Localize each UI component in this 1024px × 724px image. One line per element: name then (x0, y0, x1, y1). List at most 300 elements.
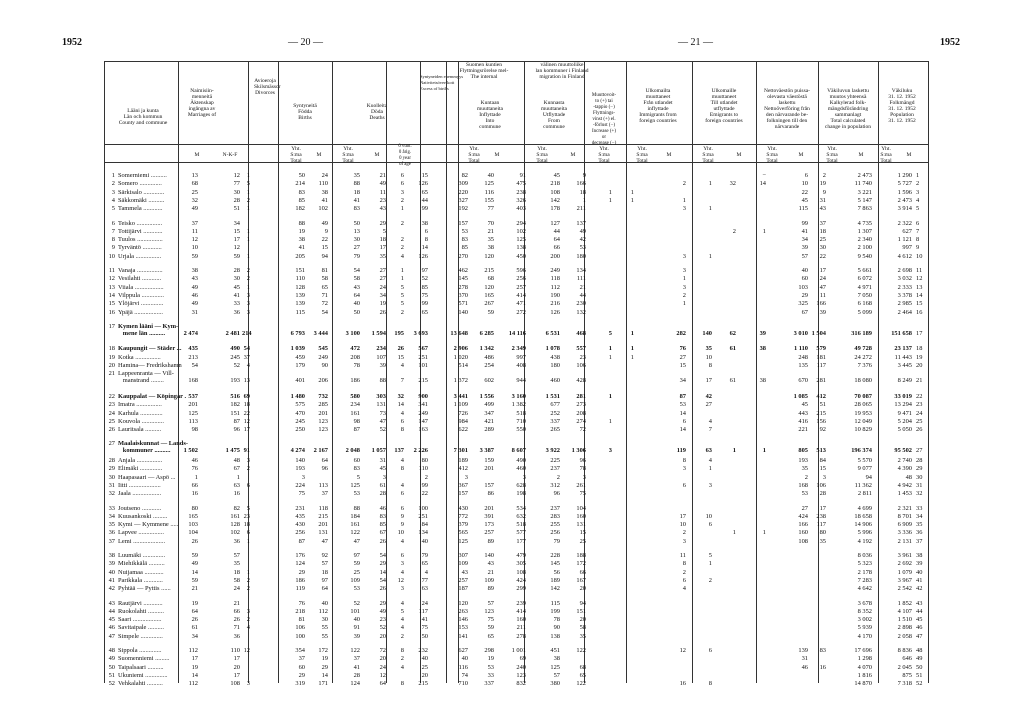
cell-value: 438 (550, 353, 560, 361)
cell-value: 128 (230, 521, 240, 529)
cell-value: 34 (379, 291, 386, 299)
cell-value: 122 (350, 529, 360, 537)
cell-value: 54 (191, 362, 198, 369)
cell-value: 189 (458, 457, 468, 464)
cell-value: 5 323 (857, 560, 872, 568)
cell-value: 180 (576, 252, 586, 260)
cell-value: 414 (516, 291, 526, 299)
cell-value: 214 (242, 329, 252, 337)
cell-value: 24 272 (854, 353, 872, 361)
cell-value: 146 (458, 616, 468, 624)
cell-value: 1 290 (897, 172, 912, 179)
cell-value: 151 658 (891, 329, 912, 337)
cell-value: 79 (353, 252, 360, 260)
row-number-right: 3 (916, 188, 920, 196)
cell-value: 13 (353, 227, 360, 235)
cell-value: 3 002 (857, 616, 872, 624)
cell-value: 379 (458, 521, 468, 529)
cell-value: 513 (816, 447, 826, 455)
cell-value: 2 811 (857, 490, 872, 498)
cell-value: 166 (816, 300, 826, 308)
cell-value: 248 (798, 353, 808, 361)
row-number: 3 (111, 188, 115, 196)
cell-value: 71 (321, 291, 328, 299)
cell-value: 5 (400, 283, 404, 291)
cell-value: 49 (579, 227, 586, 235)
cell-value: 35 (487, 236, 494, 244)
cell-value: 17 (679, 512, 686, 520)
cell-value: 50 (353, 219, 360, 227)
cell-value: 168 (798, 481, 808, 489)
row-number: 30 (108, 473, 115, 481)
cell-value: 160 (798, 529, 808, 537)
cell-value: 5 570 (857, 457, 872, 464)
cell-value: 17 (379, 244, 386, 252)
cell-value: 201 (484, 465, 494, 473)
cell-value: 6 909 (897, 521, 912, 529)
cell-value: 5 204 (897, 417, 912, 425)
cell-value: 20 (379, 632, 386, 640)
cell-value: 7 376 (857, 362, 872, 369)
cell-value: 23 (579, 353, 586, 361)
cell-value: 171 (318, 680, 328, 688)
cell-value: 3 922 (545, 447, 560, 455)
cell-value: 22 (801, 188, 808, 196)
cell-value: 228 (550, 552, 560, 559)
cell-value: 4 170 (857, 632, 872, 640)
cell-value: 997 (516, 353, 526, 361)
cell-value: 805 (798, 447, 808, 455)
cell-value: 110 (318, 180, 328, 188)
cell-value: 21 (487, 227, 494, 235)
row-number-right: 12 (916, 275, 923, 283)
cell-value: 19 (191, 663, 198, 671)
row-number-right: 2 (916, 180, 920, 188)
cell-value: 96 (321, 465, 328, 473)
cell-value: 96 (553, 490, 560, 498)
cell-value: 28 (353, 671, 360, 679)
row-number: 13 (108, 283, 115, 291)
cell-value: 1 (630, 196, 634, 204)
cell-value: 50 (353, 308, 360, 316)
cell-value: 44 (579, 291, 586, 299)
cell-value: 67 (379, 529, 386, 537)
cell-value: 38 (321, 188, 328, 196)
cell-value: 49 (321, 219, 328, 227)
cell-value: 254 (484, 362, 494, 369)
cell-value: 126 (418, 252, 428, 260)
cell-value: 3 693 (413, 329, 428, 337)
cell-value: 450 (516, 252, 526, 260)
cell-value: 8 (400, 426, 404, 434)
cell-value: 179 (295, 362, 305, 369)
cell-value: 2 (246, 616, 250, 624)
row-name: Maalaiskunnat — Lands- kommuner .......... (118, 440, 188, 455)
cell-value: 47 (819, 283, 826, 291)
cell-value: 1 (608, 345, 612, 353)
cell-value: 54 (243, 345, 250, 353)
cell-value: 193 (798, 457, 808, 464)
row-name: Karhula .............. (118, 409, 163, 417)
row-name: Tyrväntö ............ (118, 244, 162, 252)
cell-value: 13 294 (894, 401, 912, 409)
cell-value: 12 (243, 647, 250, 654)
row-name: Jaala .................. (118, 490, 162, 498)
cell-value: 100 (295, 632, 305, 640)
cell-value: 24 (819, 275, 826, 283)
cell-value: 7 301 (453, 447, 468, 455)
cell-value: 99 (421, 481, 428, 489)
sub-m-emi: M (736, 152, 742, 158)
cell-value: 112 (318, 607, 328, 615)
cell-value: 103 (798, 283, 808, 291)
row-name: Kymen lääni — Kym- mene län .......... (118, 322, 179, 337)
row-name: Suomenniemi ......... (118, 655, 170, 663)
cell-value: 22 (421, 490, 428, 498)
cell-value: 627 (902, 227, 912, 235)
cell-value: 1 (246, 236, 250, 244)
cell-value: 20 (379, 655, 386, 663)
row-name: Särkisalo ............. (118, 188, 165, 196)
cell-value: 5 (356, 473, 360, 481)
cell-value: 59 (191, 552, 198, 559)
cell-value: 60 (801, 275, 808, 283)
cell-value: 435 (188, 345, 198, 353)
row-number: 6 (111, 219, 115, 227)
row-name: Urjala ................ (118, 252, 162, 260)
cell-value: 97 (421, 267, 428, 274)
cell-value: 201 (484, 504, 494, 512)
cell-value: 30 (353, 236, 360, 244)
row-number-right: 51 (916, 671, 923, 679)
cell-value: 3 (464, 473, 468, 481)
cell-value: 34 (191, 632, 198, 640)
cell-value: 17 (233, 655, 240, 663)
cell-value: 123 (484, 607, 494, 615)
cell-value: 81 (298, 616, 305, 624)
cell-value: 27 (705, 401, 712, 409)
cell-value: 14 (679, 409, 686, 417)
cell-value: 3 (301, 473, 305, 481)
row-number-right: 18 (916, 345, 923, 353)
cell-value: 1 039 (290, 345, 305, 353)
cell-value: 49 (191, 300, 198, 308)
cell-value: 31 (191, 308, 198, 316)
cell-value: 35 (801, 465, 808, 473)
cell-value: 3 (582, 473, 586, 481)
cell-value: 165 (484, 291, 494, 299)
cell-value: 99 (421, 205, 428, 213)
cell-value: 117 (816, 362, 826, 369)
cell-value: 84 (421, 521, 428, 529)
cell-value: 3 (682, 465, 686, 473)
cell-value: 27 (379, 275, 386, 283)
cell-value: 91 (519, 172, 526, 179)
cell-value: 1 342 (479, 345, 494, 353)
row-number-right: 4 (916, 196, 920, 204)
cell-value: 15 (421, 172, 428, 179)
cell-value: 274 (576, 417, 586, 425)
cell-value: 2 321 (897, 504, 912, 512)
row-name: Ypäjä .................. (118, 308, 164, 316)
cell-value: 49 (379, 607, 386, 615)
cell-value: 108 (230, 680, 240, 688)
cell-value: 2 (804, 473, 808, 481)
cell-value: 4 699 (857, 504, 872, 512)
cell-value: 252 (550, 409, 560, 417)
cell-value: 31 (379, 457, 386, 464)
row-number-right: 9 (916, 244, 920, 252)
cell-value: 1 852 (897, 599, 912, 607)
header-outmigrants: Kunnasta muuttaneita Utflyttade From commune (541, 100, 567, 130)
cell-value: 10 (191, 244, 198, 252)
row-number-right: 49 (916, 655, 923, 663)
cell-value: 157 (458, 490, 468, 498)
cell-value: 414 (516, 607, 526, 615)
cell-value: 17 (243, 426, 250, 434)
sub-m-imm: M (666, 152, 672, 158)
cell-value: 68 (579, 663, 586, 671)
cell-value: 43 (379, 205, 386, 213)
cell-value: 4 (400, 252, 404, 260)
sub-total-out: Yht. S:ma Total (536, 146, 548, 164)
cell-value: 157 (458, 219, 468, 227)
row-number: 37 (108, 537, 115, 545)
row-number: 21 (108, 370, 115, 378)
cell-value: 11 (679, 552, 686, 559)
cell-value: 79 (553, 537, 560, 545)
cell-value: 99 (421, 300, 428, 308)
cell-value: 273 (576, 401, 586, 409)
cell-value: 218 (295, 607, 305, 615)
row-name: Haapasaari — Aspö ... (118, 473, 176, 481)
sub-total-calc: Yht. S:ma Total (766, 146, 778, 164)
cell-value: 14 (759, 180, 766, 188)
row-number: 17 (108, 322, 115, 330)
cell-value: 63 (421, 585, 428, 593)
row-number: 44 (108, 607, 115, 615)
cell-value: 579 (816, 345, 826, 353)
cell-value: 108 (516, 568, 526, 576)
row-name: Ruokolahti .......... (118, 607, 164, 615)
cell-value: 166 (798, 521, 808, 529)
cell-value: − (762, 172, 766, 179)
cell-value: 74 (461, 671, 468, 679)
cell-value: 110 (230, 647, 240, 654)
cell-value: 77 (487, 205, 494, 213)
cell-value: 6 (424, 227, 428, 235)
cell-value: 430 (295, 521, 305, 529)
cell-value: 125 (350, 481, 360, 489)
cell-value: 7 863 (857, 205, 872, 213)
cell-value: 602 (484, 377, 494, 385)
cell-value: 6 (400, 552, 404, 559)
cell-value: 29 (298, 671, 305, 679)
cell-value: 78 (353, 362, 360, 369)
cell-value: 596 (516, 267, 526, 274)
cell-value: 4 612 (897, 252, 912, 260)
cell-value: 5 147 (857, 196, 872, 204)
cell-value: 40 (353, 616, 360, 624)
cell-value: 18 (243, 401, 250, 409)
cell-value: 38 (191, 267, 198, 274)
cell-value: 2 (246, 196, 250, 204)
cell-value: 24 (379, 663, 386, 671)
cell-value: 2 906 (453, 345, 468, 353)
cell-value: 17 (191, 655, 198, 663)
cell-value: 11 (819, 291, 826, 299)
cell-value: 9 (822, 188, 826, 196)
cell-value: 29 (379, 560, 386, 568)
cell-value: 1 (400, 205, 404, 213)
row-number-right: 43 (916, 599, 923, 607)
cell-value: 2 (400, 308, 404, 316)
cell-value: 435 (295, 512, 305, 520)
cell-value: 1 (608, 353, 612, 361)
header-internal-right: välinen muuttoliike lan kommuner i Finland migration in Finland (535, 62, 589, 80)
cell-value: 534 (516, 504, 526, 512)
cell-value: 23 (379, 616, 386, 624)
cell-value: 3 914 (897, 205, 912, 213)
cell-value: 72 (579, 426, 586, 434)
cell-value: 3 (400, 188, 404, 196)
cell-value: 726 (458, 409, 468, 417)
cell-value: 1 (708, 465, 712, 473)
row-number: 45 (108, 616, 115, 624)
sub-m-births: M (316, 152, 322, 158)
cell-value: 6 (682, 417, 686, 425)
cell-value: 124 (350, 680, 360, 688)
cell-value: 6 531 (545, 329, 560, 337)
cell-value: 6 (682, 481, 686, 489)
cell-value: 24 (321, 172, 328, 179)
cell-value: 294 (516, 219, 526, 227)
cell-value: 44 (421, 196, 428, 204)
row-name: Anjala ................ (118, 457, 163, 464)
cell-value: 186 (295, 576, 305, 584)
cell-value: 42 (705, 392, 712, 400)
cell-value: 27 (801, 504, 808, 512)
sub-m-pop: M (906, 152, 912, 158)
row-number-right: 24 (916, 409, 923, 417)
sub-total-pop: Yht. S:ma Total (880, 146, 892, 164)
cell-value: 141 (458, 632, 468, 640)
cell-value: 298 (484, 647, 494, 654)
cell-value: 118 (318, 504, 328, 512)
cell-value: 30 (819, 244, 826, 252)
cell-value: 1 001 (511, 647, 526, 654)
cell-value: 49 (191, 283, 198, 291)
cell-value: 772 (458, 512, 468, 520)
cell-value: 131 (318, 529, 328, 537)
cell-value: 151 (576, 607, 586, 615)
cell-value: 40 (421, 655, 428, 663)
cell-value: 6 (400, 504, 404, 512)
cell-value: 471 (516, 300, 526, 308)
cell-value: 1 (708, 560, 712, 568)
cell-value: 17 (819, 267, 826, 274)
cell-value: 48 (905, 473, 912, 481)
cell-value: 8 (708, 680, 712, 688)
cell-value: 135 (798, 362, 808, 369)
row-name: Tottijärvi ............ (118, 227, 163, 235)
cell-value: 3 (246, 300, 250, 308)
cell-value: 1 (732, 529, 736, 537)
cell-value: 3 678 (857, 599, 872, 607)
cell-value: 2 349 (511, 345, 526, 353)
cell-value: 5 (400, 291, 404, 299)
cell-value: 140 (484, 552, 494, 559)
header-sub-rule (104, 144, 928, 145)
cell-value: 6 072 (857, 275, 872, 283)
cell-value: 193 (295, 465, 305, 473)
cell-value: 138 (516, 244, 526, 252)
cell-value: 225 (550, 457, 560, 464)
cell-value: 214 (295, 180, 305, 188)
cell-value: 36 (233, 308, 240, 316)
cell-value: 195 (394, 329, 404, 337)
cell-value: 45 (379, 465, 386, 473)
cell-value: 58 (321, 275, 328, 283)
cell-value: 9 (582, 172, 586, 179)
row-name: Pyhtää — Pyttis ...... (118, 585, 171, 593)
cell-value: 37 (243, 353, 250, 361)
row-name: Elimäki .............. (118, 465, 163, 473)
row-number: 33 (108, 504, 115, 512)
row-name: Miehikkälä .......... (118, 560, 165, 568)
cell-value: 537 (188, 392, 198, 400)
cell-value: 188 (576, 552, 586, 559)
cell-value: 125 (550, 663, 560, 671)
cell-value: 4 642 (857, 585, 872, 593)
cell-value: 215 (418, 377, 428, 385)
cell-value: 1 (246, 205, 250, 213)
cell-value: 2 (400, 655, 404, 663)
cell-value: 4 107 (897, 607, 912, 615)
cell-value: 31 (801, 655, 808, 663)
cell-value: 21 (487, 568, 494, 576)
cell-value: 240 (516, 663, 526, 671)
cell-value: 263 (458, 607, 468, 615)
cell-value: 32 (729, 180, 736, 188)
cell-value: 30 (233, 188, 240, 196)
cell-value: 514 (458, 362, 468, 369)
sub-total-births: Yht. S:ma Total (290, 146, 302, 164)
cell-value: 3 160 (511, 392, 526, 400)
cell-value: 92 (819, 426, 826, 434)
cell-value: 5 (608, 329, 612, 337)
row-name: Kauppalat — Köpingar . (118, 392, 187, 400)
row-number: 11 (108, 267, 115, 274)
header-divorces: Avioeroja Skilsmässor Divorces (254, 78, 281, 96)
cell-value: 4 (400, 568, 404, 576)
cell-value: 46 (191, 457, 198, 464)
cell-value: 48 (233, 457, 240, 464)
cell-value: 53 (679, 401, 686, 409)
cell-value: 160 (576, 512, 586, 520)
cell-value: 677 (550, 401, 560, 409)
cell-value: 101 (418, 362, 428, 369)
cell-value: 13 (191, 172, 198, 179)
row-number: 31 (108, 481, 115, 489)
cell-value: 119 (676, 447, 686, 455)
row-number: 46 (108, 624, 115, 632)
sub-m-out: M (570, 152, 576, 158)
row-number-right: 7 (916, 227, 920, 235)
cell-value: 21 (191, 585, 198, 593)
cell-value: 17 (819, 504, 826, 512)
cell-value: 21 (579, 283, 586, 291)
